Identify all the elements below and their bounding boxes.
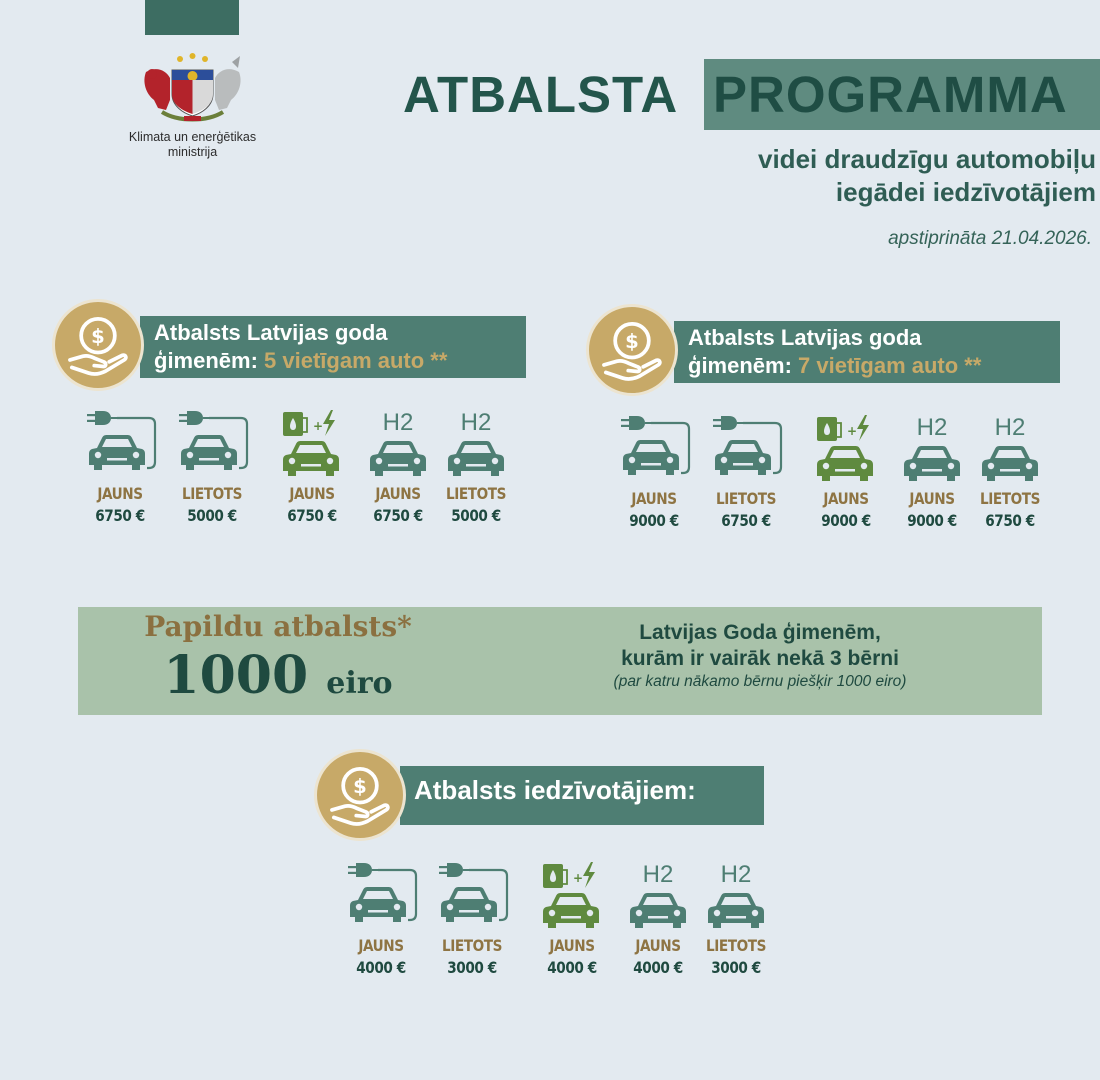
extra-support-note: (par katru nākamo bērnu piešķir 1000 eiro) (613, 673, 907, 690)
approval-date: apstiprināta 21.04.2026. (888, 228, 1092, 249)
svg-text:H2: H2 (382, 410, 414, 436)
svg-text:H2: H2 (994, 415, 1026, 441)
vehicle-condition-label: JAUNS (635, 936, 681, 955)
vehicle-condition-label: JAUNS (631, 489, 677, 508)
vehicle-condition-label: JAUNS (289, 484, 335, 503)
vehicle-item (359, 410, 437, 525)
vehicle-item (619, 862, 697, 977)
ministry-name: Klimata un enerģētikas ministrija (128, 130, 257, 159)
vehicle-condition-label: JAUNS (909, 489, 955, 508)
extra-support-amount: 1000 eiro (163, 645, 393, 706)
subtitle-line-1: videi draudzīgu automobiļu (758, 144, 1096, 174)
vehicle-condition-label: LIETOTS (980, 489, 1040, 508)
svg-text:+: + (313, 419, 324, 433)
svg-text:H2: H2 (916, 415, 948, 441)
subtitle (636, 143, 1096, 209)
extra-support-description: Latvijas Goda ģimenēm, kurām ir vairāk nekā 3 bērni (621, 621, 899, 670)
vehicle-item (433, 862, 511, 977)
section-banner-residents (400, 766, 764, 825)
money-hand-icon (52, 299, 144, 391)
hydrogen-car-icon (971, 415, 1049, 485)
hydrogen-car-icon (437, 410, 515, 480)
vehicle-support-amount: 6750 € (287, 506, 337, 525)
vehicle-support-amount: 4000 € (356, 958, 406, 977)
vehicle-support-amount: 6750 € (721, 511, 771, 530)
money-hand-icon (314, 749, 406, 841)
banner-line-1: Atbalsts Latvijas goda (154, 320, 388, 345)
vehicle-condition-label: LIETOTS (442, 936, 502, 955)
subtitle-line-2: iegādei iedzīvotājiem (835, 177, 1096, 207)
seat-count-highlight: 5 vietīgam auto ** (264, 348, 448, 373)
svg-text:H2: H2 (642, 862, 674, 888)
svg-text:+: + (573, 871, 584, 885)
vehicle-item (173, 410, 251, 525)
vehicle-item (615, 415, 693, 530)
electric-car-icon (615, 415, 693, 485)
coat-of-arms-logo (140, 50, 245, 125)
vehicle-condition-label: JAUNS (358, 936, 404, 955)
svg-text:H2: H2 (460, 410, 492, 436)
hydrogen-car-icon (697, 862, 775, 932)
hybrid-car-icon (533, 862, 611, 932)
vehicle-item (273, 410, 351, 525)
vehicle-support-amount: 5000 € (187, 506, 237, 525)
electric-car-icon (433, 862, 511, 932)
vehicle-item (971, 415, 1049, 530)
vehicle-item (81, 410, 159, 525)
vehicle-support-amount: 6750 € (95, 506, 145, 525)
vehicle-item (893, 415, 971, 530)
electric-car-icon (173, 410, 251, 480)
title-part-2: PROGRAMMA (713, 66, 1068, 123)
vehicle-item (707, 415, 785, 530)
vehicle-item (437, 410, 515, 525)
vehicle-condition-label: LIETOTS (716, 489, 776, 508)
vehicle-item (807, 415, 885, 530)
vehicle-condition-label: JAUNS (97, 484, 143, 503)
vehicle-support-amount: 3000 € (711, 958, 761, 977)
hybrid-car-icon (273, 410, 351, 480)
hydrogen-car-icon (619, 862, 697, 932)
money-hand-icon (586, 304, 678, 396)
vehicle-support-amount: 6750 € (373, 506, 423, 525)
vehicle-condition-label: LIETOTS (182, 484, 242, 503)
banner-line-2: ģimenēm: 5 vietīgam auto ** (154, 348, 448, 373)
section-banner-families-5 (140, 316, 526, 378)
vehicle-support-amount: 9000 € (821, 511, 871, 530)
vehicle-condition-label: LIETOTS (706, 936, 766, 955)
electric-car-icon (707, 415, 785, 485)
vehicle-support-amount: 9000 € (907, 511, 957, 530)
electric-car-icon (81, 410, 159, 480)
svg-text:+: + (847, 424, 858, 438)
section-banner-families-7 (674, 321, 1060, 383)
vehicle-support-amount: 4000 € (633, 958, 683, 977)
hydrogen-car-icon (359, 410, 437, 480)
vehicle-item (342, 862, 420, 977)
title-part-1: ATBALSTA (403, 66, 679, 123)
electric-car-icon (342, 862, 420, 932)
banner-line-2: ģimenēm: 7 vietīgam auto ** (688, 353, 982, 378)
vehicle-item (533, 862, 611, 977)
vehicle-support-amount: 4000 € (547, 958, 597, 977)
svg-text:H2: H2 (720, 862, 752, 888)
vehicle-condition-label: JAUNS (549, 936, 595, 955)
vehicle-support-amount: 5000 € (451, 506, 501, 525)
banner-line-1: Atbalsts Latvijas goda (688, 325, 922, 350)
extra-support-title: Papildu atbalsts* (144, 610, 412, 643)
vehicle-support-amount: 9000 € (629, 511, 679, 530)
vehicle-condition-label: JAUNS (375, 484, 421, 503)
vehicle-support-amount: 3000 € (447, 958, 497, 977)
vehicle-condition-label: JAUNS (823, 489, 869, 508)
banner-line-1: Atbalsts iedzīvotājiem: (414, 775, 696, 805)
hybrid-car-icon (807, 415, 885, 485)
vehicle-support-amount: 6750 € (985, 511, 1035, 530)
hydrogen-car-icon (893, 415, 971, 485)
vehicle-condition-label: LIETOTS (446, 484, 506, 503)
vehicle-item (697, 862, 775, 977)
seat-count-highlight: 7 vietīgam auto ** (798, 353, 982, 378)
top-accent-bar (145, 0, 239, 35)
